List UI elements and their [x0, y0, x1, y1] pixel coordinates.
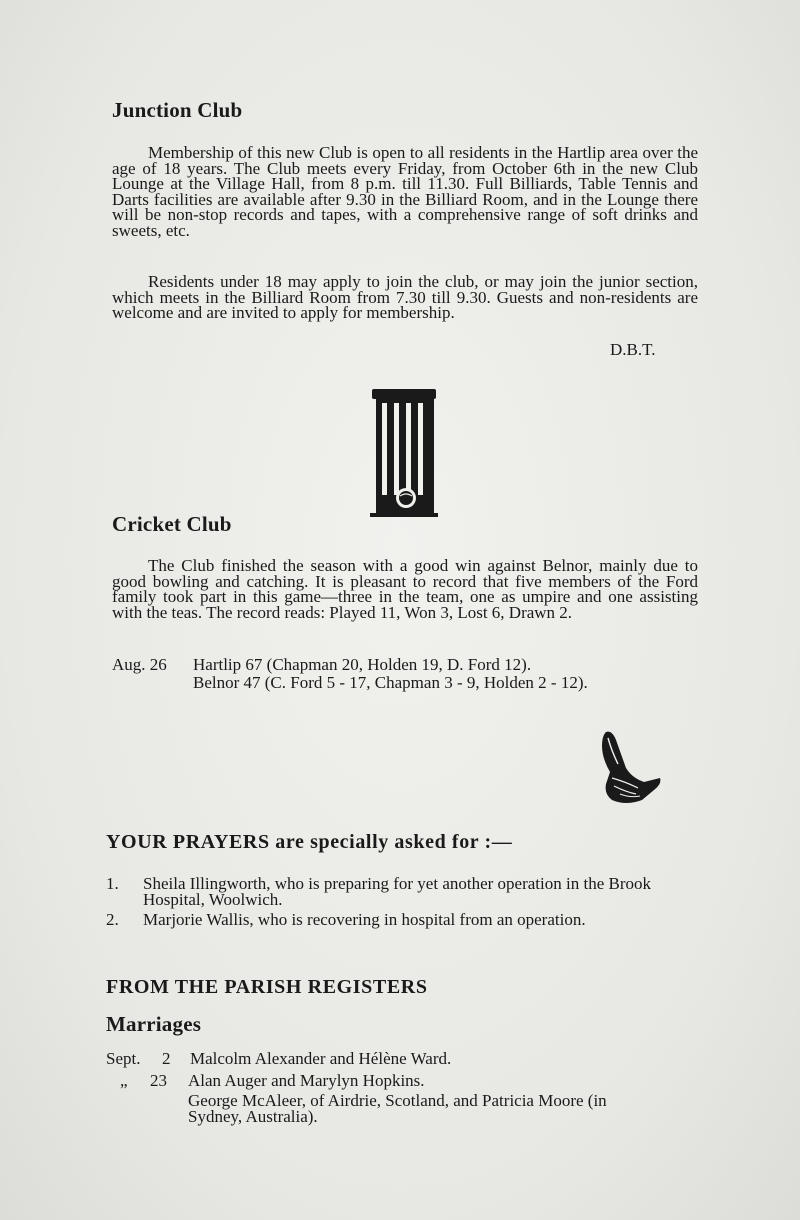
register-entry-1-month: Sept.	[106, 1049, 141, 1068]
junction-club-paragraph-1-text: Membership of this new Club is open to all residents in the Hartlip area over the age of 18 years. The Club meets every Friday, from October 6th in the new Club Lounge at the Village Hall, from 8 p.m. till 11.30. Full Billiards, Table Tennis and Darts facilities are available after 9.30 in the Billiard Room, and in the Lounge there will be non-stop records and tapes, with a comprehensive range of soft drinks and sweets, etc.	[112, 143, 698, 240]
prayer-item-1-text: Sheila Illingworth, who is preparing for yet another operation in the Brook Hospital, Woolwich.	[143, 874, 651, 909]
register-entry-1-text: Malcolm Alexander and Hélène Ward.	[190, 1049, 452, 1068]
register-entry-3-line-1: George McAleer, of Airdrie, Scotland, and Patricia Moore (in	[188, 1091, 607, 1110]
register-entry-1-day: 2	[162, 1049, 171, 1068]
prayers-heading: YOUR PRAYERS are specially asked for :—	[106, 831, 513, 853]
cricket-result-line-1: Hartlip 67 (Chapman 20, Holden 19, D. Ford 12).	[193, 655, 532, 674]
praying-hands-icon	[592, 728, 664, 806]
marriages-subheading: Marriages	[106, 1012, 202, 1036]
cricket-result-date: Aug. 26	[112, 655, 167, 674]
cricket-stumps-icon	[370, 385, 442, 520]
prayer-item-2	[106, 912, 706, 930]
register-entry-3-line-2: Sydney, Australia).	[188, 1107, 318, 1126]
cricket-result-line-2: Belnor 47 (C. Ford 5 - 17, Chapman 3 - 9, Holden 2 - 12).	[193, 673, 588, 692]
cricket-club-paragraph	[112, 558, 698, 620]
prayer-item-1-number: 1.	[106, 874, 119, 893]
register-entry-2-day: 23	[150, 1071, 167, 1090]
registers-heading: FROM THE PARISH REGISTERS	[106, 976, 428, 998]
register-entry-2-month: „	[120, 1071, 128, 1090]
cricket-club-heading: Cricket Club	[112, 512, 232, 536]
register-entry-2-text: Alan Auger and Marylyn Hopkins.	[188, 1071, 425, 1090]
junction-club-paragraph-2	[112, 274, 698, 321]
junction-club-paragraph-1	[112, 145, 698, 238]
junction-club-heading: Junction Club	[112, 98, 243, 122]
junction-club-paragraph-2-text: Residents under 18 may apply to join the club, or may join the junior section, which meets in the Billiard Room from 7.30 till 9.30. Guests and non-residents are welcome and are invited to apply for membership.	[112, 272, 698, 322]
cricket-club-paragraph-text: The Club finished the season with a good win against Belnor, mainly due to good bowling and catching. It is pleasant to record that five members of the Ford family took part in this game—three in the team, one as umpire and one assisting with the teas. The record reads: Played 11, Won 3, Lost 6, Drawn 2.	[112, 556, 698, 622]
prayer-item-1	[106, 876, 706, 910]
prayer-item-2-number: 2.	[106, 910, 119, 929]
junction-club-signature: D.B.T.	[610, 340, 656, 359]
prayer-item-2-text: Marjorie Wallis, who is recovering in hospital from an operation.	[143, 910, 586, 929]
